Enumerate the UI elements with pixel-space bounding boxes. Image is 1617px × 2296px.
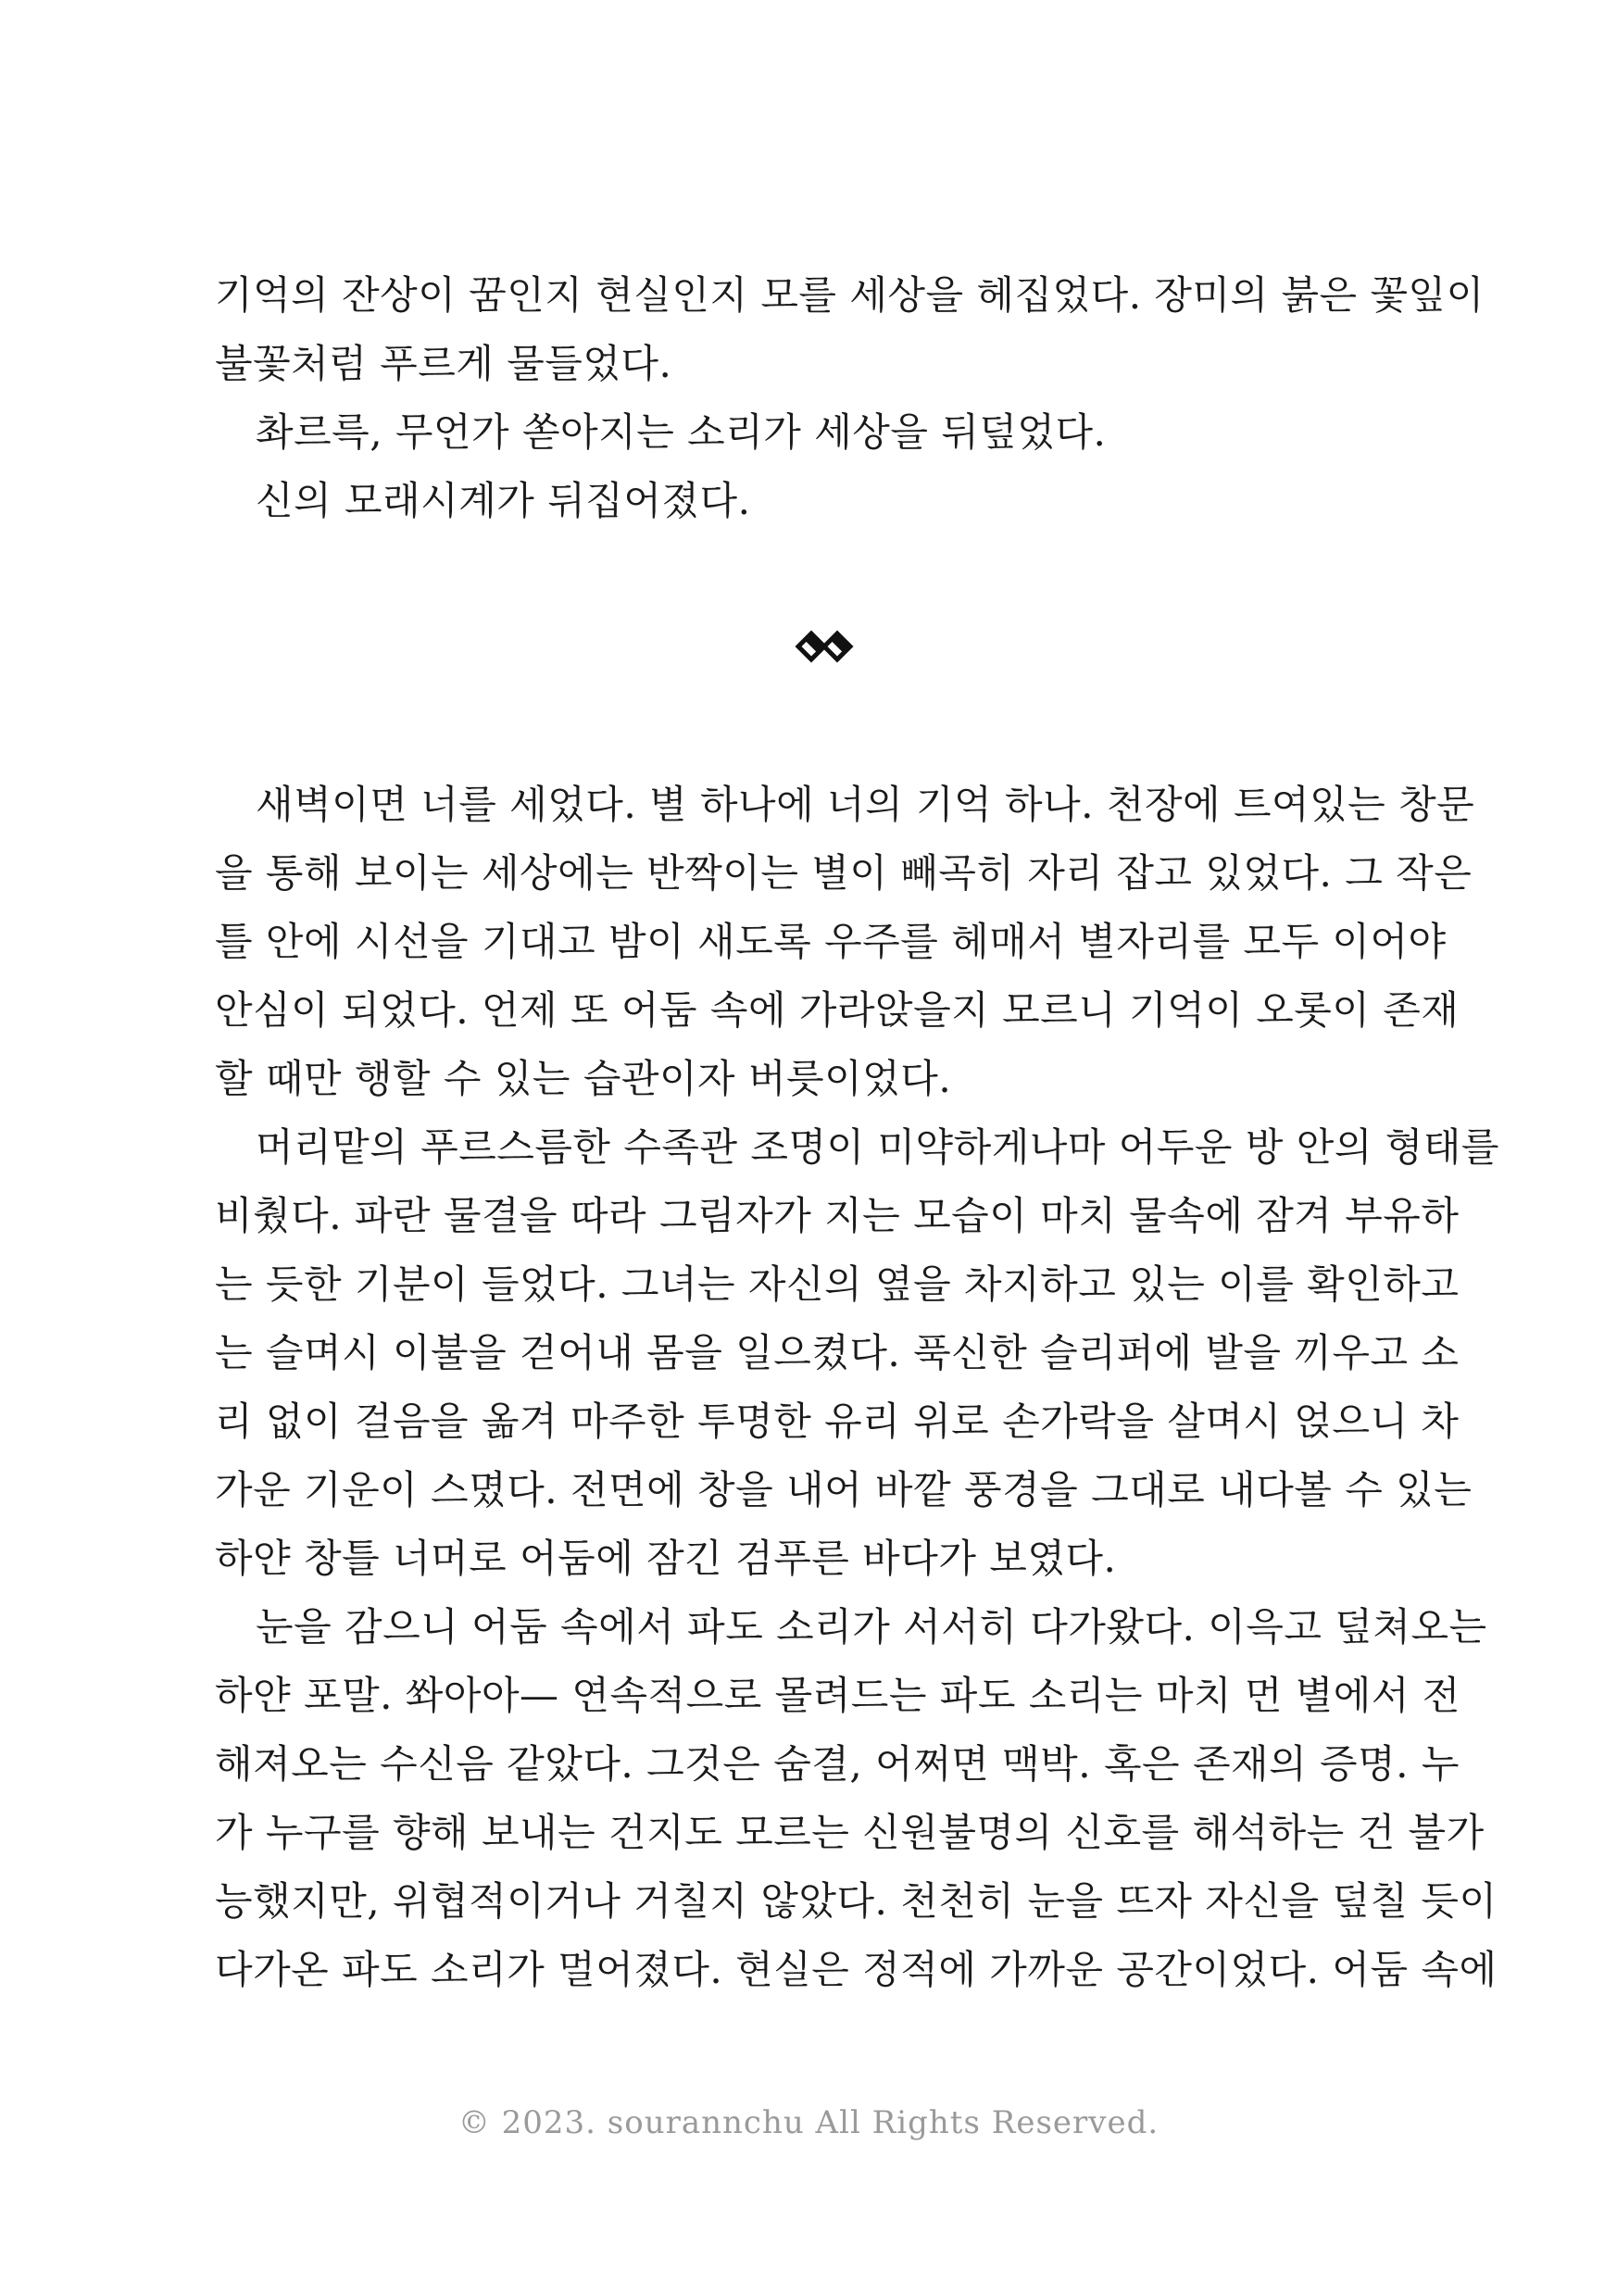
text-line: 신의 모래시계가 뒤집어졌다. [256, 478, 751, 523]
text-line: 촤르륵, 무언가 쏟아지는 소리가 세상을 뒤덮었다. [256, 409, 1107, 455]
text-line: 가운 기운이 스몄다. 전면에 창을 내어 바깥 풍경을 그대로 내다볼 수 있는 [215, 1467, 1473, 1512]
text-line: 하얀 포말. 쏴아아— 연속적으로 몰려드는 파도 소리는 마치 먼 별에서 전 [215, 1673, 1460, 1718]
text-line: 능했지만, 위협적이거나 거칠지 않았다. 천천히 눈을 뜨자 자신을 덮칠 듯이 [215, 1878, 1498, 1924]
text-line: 머리맡의 푸르스름한 수족관 조명이 미약하게나마 어두운 방 안의 형태를 [256, 1124, 1499, 1170]
text-line: 는 슬며시 이불을 걷어내 몸을 일으켰다. 푹신한 슬리퍼에 발을 끼우고 소 [215, 1330, 1460, 1375]
text-line: 다가온 파도 소리가 멀어졌다. 현실은 정적에 가까운 공간이었다. 어둠 속에 [215, 1947, 1498, 1992]
text-line: 할 때만 행할 수 있는 습관이자 버릇이었다. [215, 1056, 952, 1101]
text-line: 해져오는 수신음 같았다. 그것은 숨결, 어쩌면 맥박. 혹은 존재의 증명. 누 [215, 1741, 1460, 1787]
text-line: 눈을 감으니 어둠 속에서 파도 소리가 서서히 다가왔다. 이윽고 덮쳐오는 [256, 1604, 1487, 1650]
infinity-knot-ornament-icon [795, 628, 861, 665]
text-line: 는 듯한 기분이 들었다. 그녀는 자신의 옆을 차지하고 있는 이를 확인하고 [215, 1261, 1460, 1307]
text-line: 새벽이면 너를 세었다. 별 하나에 너의 기억 하나. 천장에 트여있는 창문 [256, 782, 1475, 827]
text-line: 가 누구를 향해 보내는 건지도 모르는 신원불명의 신호를 해석하는 건 불가 [215, 1810, 1485, 1855]
text-line: 비췄다. 파란 물결을 따라 그림자가 지는 모습이 마치 물속에 잠겨 부유하 [215, 1193, 1460, 1238]
text-line: 기억의 잔상이 꿈인지 현실인지 모를 세상을 헤집었다. 장미의 붉은 꽃잎이 [215, 272, 1485, 318]
text-line: 리 없이 걸음을 옮겨 마주한 투명한 유리 위로 손가락을 살며시 얹으니 차 [215, 1399, 1460, 1444]
copyright-footer: © 2023. sourannchu All Rights Reserved. [458, 2104, 1159, 2141]
text-line: 하얀 창틀 너머로 어둠에 잠긴 검푸른 바다가 보였다. [215, 1536, 1117, 1581]
text-line: 안심이 되었다. 언제 또 어둠 속에 가라앉을지 모르니 기억이 오롯이 존재 [215, 987, 1460, 1033]
text-line: 틀 안에 시선을 기대고 밤이 새도록 우주를 헤매서 별자리를 모두 이어야 [215, 919, 1447, 964]
text-line: 을 통해 보이는 세상에는 반짝이는 별이 빼곡히 자리 잡고 있었다. 그 작은 [215, 850, 1473, 896]
text-line: 불꽃처럼 푸르게 물들었다. [215, 341, 672, 386]
